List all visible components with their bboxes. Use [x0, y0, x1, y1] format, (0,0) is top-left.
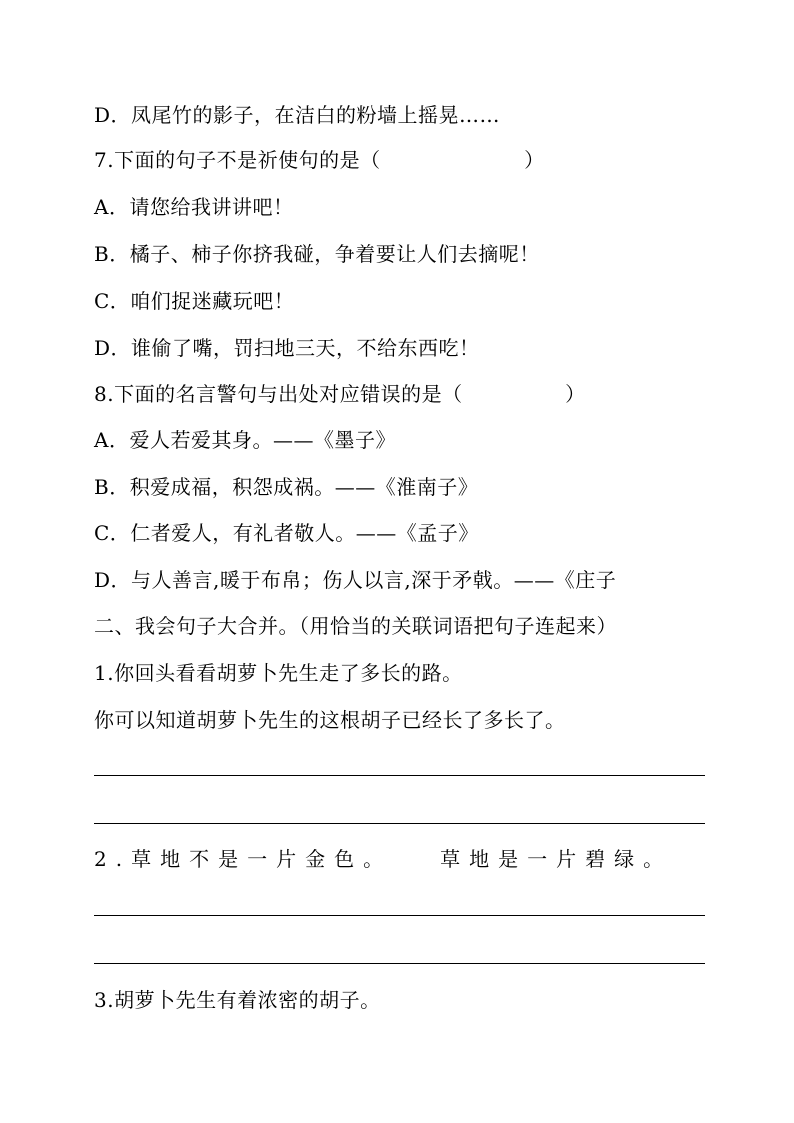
- q7-option-a: A．请您给我讲讲吧！: [94, 195, 294, 219]
- q8-stem: 8.下面的名言警句与出处对应错误的是（ ）: [94, 382, 586, 406]
- merge-item-1-sentence-b: 你可以知道胡萝卜先生的这根胡子已经长了多长了。: [94, 708, 566, 732]
- q7-option-d: D．谁偷了嘴，罚扫地三天，不给东西吃！: [94, 336, 480, 360]
- q8-option-c: C．仁者爱人，有礼者敬人。——《孟子》: [94, 521, 479, 545]
- q7-option-b: B．橘子、柿子你挤我碰，争着要让人们去摘呢！: [94, 242, 540, 266]
- section-two-heading: 二、我会句子大合并。（用恰当的关联词语把句子连起来）: [94, 614, 617, 638]
- merge-item-2: 2.草地不是一片金色。 草地是一片碧绿。: [94, 847, 673, 871]
- merge-item-1-sentence-a: 1.你回头看看胡萝卜先生走了多长的路。: [94, 661, 463, 685]
- answer-line[interactable]: [94, 915, 705, 916]
- q7-stem: 7.下面的句子不是祈使句的是（ ）: [94, 148, 545, 172]
- answer-line[interactable]: [94, 823, 705, 824]
- q8-option-a: A．爱人若爱其身。——《墨子》: [94, 428, 396, 452]
- q8-option-b: B．积爱成福，积怨成祸。——《淮南子》: [94, 475, 479, 499]
- q7-option-c: C．咱们捉迷藏玩吧！: [94, 289, 295, 313]
- q8-option-d: D．与人善言,暖于布帛；伤人以言,深于矛戟。——《庄子: [94, 568, 617, 592]
- q6-option-d: D．凤尾竹的影子，在洁白的粉墙上摇晃……: [94, 103, 501, 127]
- merge-item-3: 3.胡萝卜先生有着浓密的胡子。: [94, 988, 381, 1012]
- answer-line[interactable]: [94, 775, 705, 776]
- answer-line[interactable]: [94, 963, 705, 964]
